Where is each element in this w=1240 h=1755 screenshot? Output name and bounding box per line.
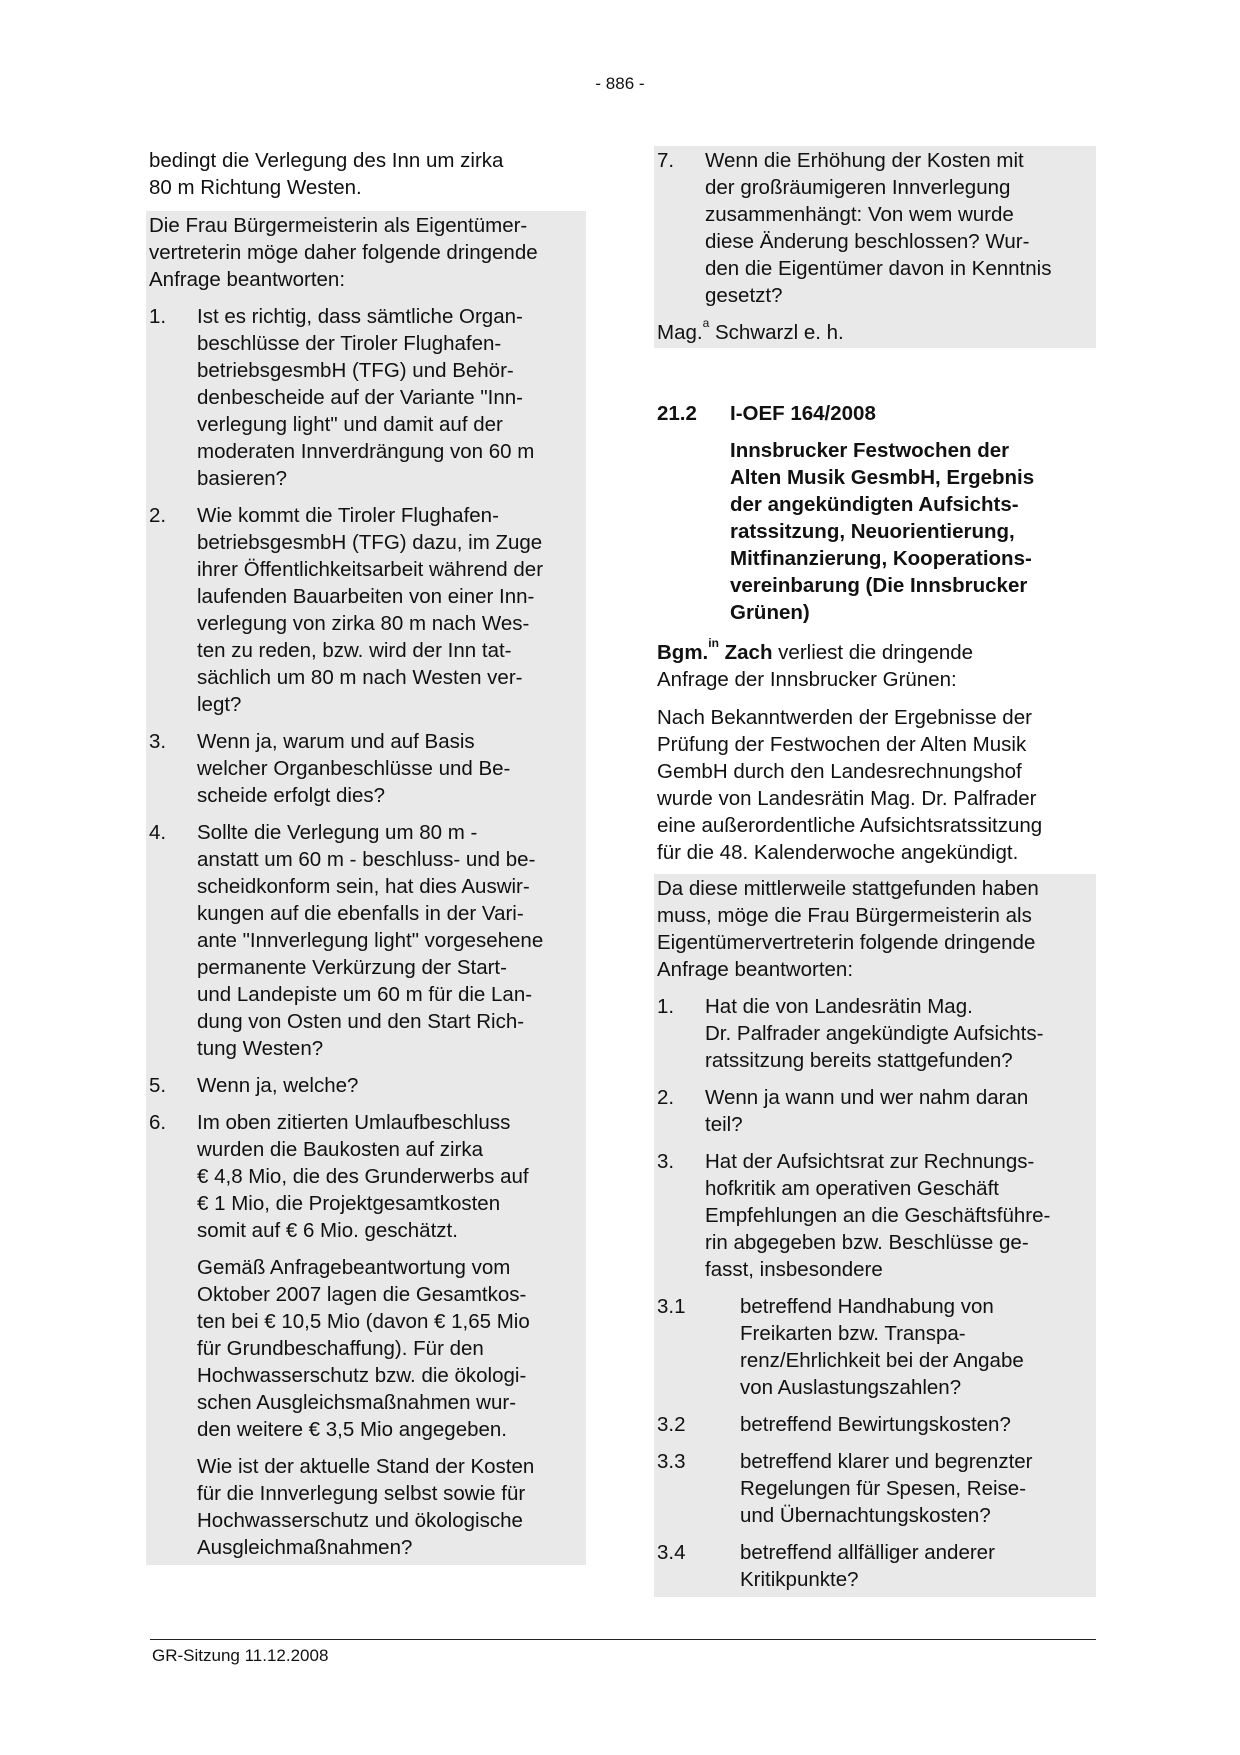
list-item: 7. Wenn die Erhöhung der Kosten mit der großräumigeren Innverlegung zusammenhängt: Von wem wurde diese Änderung beschlossen? Wur- den die Eigentümer davon in Kenntnis gesetzt? <box>657 149 1052 307</box>
list-item: 6. Im oben zitierten Umlaufbeschluss wurden die Baukosten auf zirka € 4,8 Mio, die des Grunderwerbs auf € 1 Mio, die Projektgesamtkosten somit auf € 6 Mio. geschätzt. <box>149 1111 529 1242</box>
section-title: Innsbrucker Festwochen der Alten Musik GesmbH, Ergebnis der angekündigten Aufsichts- ratssitzung, Neuorientierung, Mitfinanzierung, Kooperations- vereinbarung (Die Innsbrucker Grünen) <box>730 439 1035 624</box>
sub-list-item: 3.1 betreffend Handhabung von Freikarten bzw. Transpa- renz/Ehrlichkeit bei der Angabe von Auslastungszahlen? <box>657 1295 1024 1399</box>
request-paragraph: Die Frau Bürgermeisterin als Eigentümer- vertreterin möge daher folgende dringende Anfrage beantworten: <box>149 214 538 291</box>
sub-list-item: 3.2 betreffend Bewirtungskosten? <box>657 1413 1011 1436</box>
list-item: 1. Hat die von Landesrätin Mag. Dr. Palfrader angekündigte Aufsichts- ratssitzung bereits stattgefunden? <box>657 995 1044 1072</box>
footer-text: GR-Sitzung 11.12.2008 <box>152 1646 329 1665</box>
sub-list-item: 3.4 betreffend allfälliger anderer Kritikpunkte? <box>657 1541 995 1591</box>
right-column <box>654 146 1096 1597</box>
context-paragraph: Nach Bekanntwerden der Ergebnisse der Prüfung der Festwochen der Alten Musik GembH durch den Landesrechnungshof wurde von Landesrätin Mag. Dr. Palfrader eine außerordentliche Aufsichtsratssitzung für die 48. Kalenderwoche angekündigt. <box>657 706 1043 864</box>
section-code: I-OEF 164/2008 <box>730 402 876 425</box>
section-header <box>654 400 1096 427</box>
shaded-inquiry-block-2 <box>654 874 1096 1597</box>
section-number: 21.2 <box>657 402 697 425</box>
list-item: 2. Wenn ja wann und wer nahm daran teil? <box>657 1086 1029 1136</box>
left-column <box>146 146 586 1565</box>
item-6-paragraph-3: Wie ist der aktuelle Stand der Kosten für die Innverlegung selbst sowie für Hochwasserschutz und ökologische Ausgleichmaßnahmen? <box>197 1455 535 1559</box>
item-6-paragraph-2: Gemäß Anfragebeantwortung vom Oktober 2007 lagen die Gesamtkos- ten bei € 10,5 Mio (davon € 1,65 Mio für Grundbeschaffung). Für den Hochwasserschutz bzw. die ökologi- schen Ausgleichsmaßnahmen wur- den weitere € 3,5 Mio angegeben. <box>197 1256 530 1441</box>
shaded-item-7-block <box>654 146 1096 348</box>
shaded-inquiry-block <box>146 211 586 1565</box>
list-item: 2. Wie kommt die Tiroler Flughafen- betriebsgesmbH (TFG) dazu, im Zuge ihrer Öffentlichkeitsarbeit während der laufenden Bauarbeiten von einer Inn- verlegung von zirka 80 m nach Wes- ten zu reden, bzw. wird der Inn tat- sächlich um 80 m nach Westen ver- legt? <box>149 504 544 716</box>
page-number: - 886 - <box>595 74 645 93</box>
request-paragraph: Da diese mittlerweile stattgefunden haben muss, möge die Frau Bürgermeisterin als Eigentümervertreterin folgende dringende Anfrage beantworten: <box>657 877 1039 981</box>
list-item: 3. Hat der Aufsichtsrat zur Rechnungs- hofkritik am operativen Geschäft Empfehlungen an die Geschäftsführe- rin abgegeben bzw. Beschlüsse ge- fasst, insbesondere <box>657 1150 1051 1281</box>
signature: Mag.$^a$ Schwarzl e. h. <box>657 316 844 344</box>
list-item: 5. Wenn ja, welche? <box>149 1074 359 1097</box>
footer-divider <box>150 1639 1096 1640</box>
sub-list-item: 3.3 betreffend klarer und begrenzter Regelungen für Spesen, Reise- und Übernachtungskosten? <box>657 1450 1033 1527</box>
intro-paragraph: bedingt die Verlegung des Inn um zirka 80 m Richtung Westen. <box>149 149 504 199</box>
reader-paragraph: Bgm.$^{in}$ Zach verliest die dringende Anfrage der Innsbrucker Grünen: <box>657 636 974 691</box>
list-item: 4. Sollte die Verlegung um 80 m - anstatt um 60 m - beschluss- und be- scheidkonform sein, hat dies Auswir- kungen auf die ebenfalls in der Vari- ante "Innverlegung light" vorgesehene permanente Verkürzung der Start- und Landepiste um 60 m für die Lan- dung von Osten und den Start Rich- tung Westen? <box>149 821 544 1060</box>
list-item: 1. Ist es richtig, dass sämtliche Organ- beschlüsse der Tiroler Flughafen- betriebsgesmbH (TFG) und Behör- denbescheide auf der Variante "Inn- verlegung light" und damit auf der moderaten Innverdrängung von 60 m basieren? <box>149 305 535 490</box>
list-item: 3. Wenn ja, warum und auf Basis welcher Organbeschlüsse und Be- scheide erfolgt dies? <box>149 730 511 807</box>
